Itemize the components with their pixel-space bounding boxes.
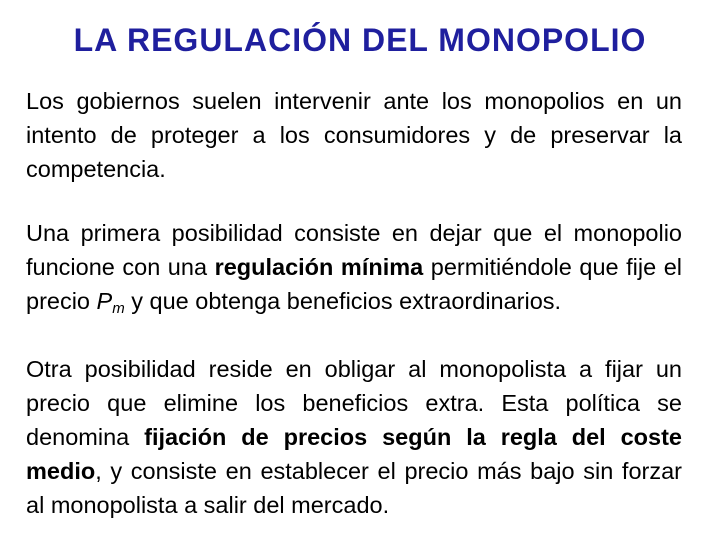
paragraph-text: Otra posibilidad reside en obligar al monopolista a fijar un precio que elimine los beneficios extra. Esta política se denomina xyxy=(26,356,682,450)
paragraph-text: permitiéndole que fije el precio xyxy=(26,254,682,314)
average-cost-pricing-paragraph xyxy=(26,352,682,522)
minimal-regulation-term: regulación mínima xyxy=(214,254,424,280)
monopoly-price-subscript: m xyxy=(112,300,125,317)
paragraph-text: y que obtenga beneficios extraordinarios. xyxy=(124,288,562,314)
paragraph-text: Una primera posibilidad consiste en dejar que el monopolio funcione con una xyxy=(26,220,682,280)
average-cost-pricing-term: fijación de precios según la regla del coste medio xyxy=(26,424,683,484)
slide-title: LA REGULACIÓN DEL MONOPOLIO xyxy=(73,22,647,58)
paragraph-text: , y consiste en establecer el precio más bajo sin forzar al monopolista a salir del mercado. xyxy=(26,458,682,518)
monopoly-price-symbol: P xyxy=(96,288,113,314)
intro-paragraph: Los gobiernos suelen intervenir ante los monopolios en un intento de proteger a los consumidores y de preservar la competencia. xyxy=(26,88,682,182)
minimal-regulation-paragraph xyxy=(26,216,682,318)
